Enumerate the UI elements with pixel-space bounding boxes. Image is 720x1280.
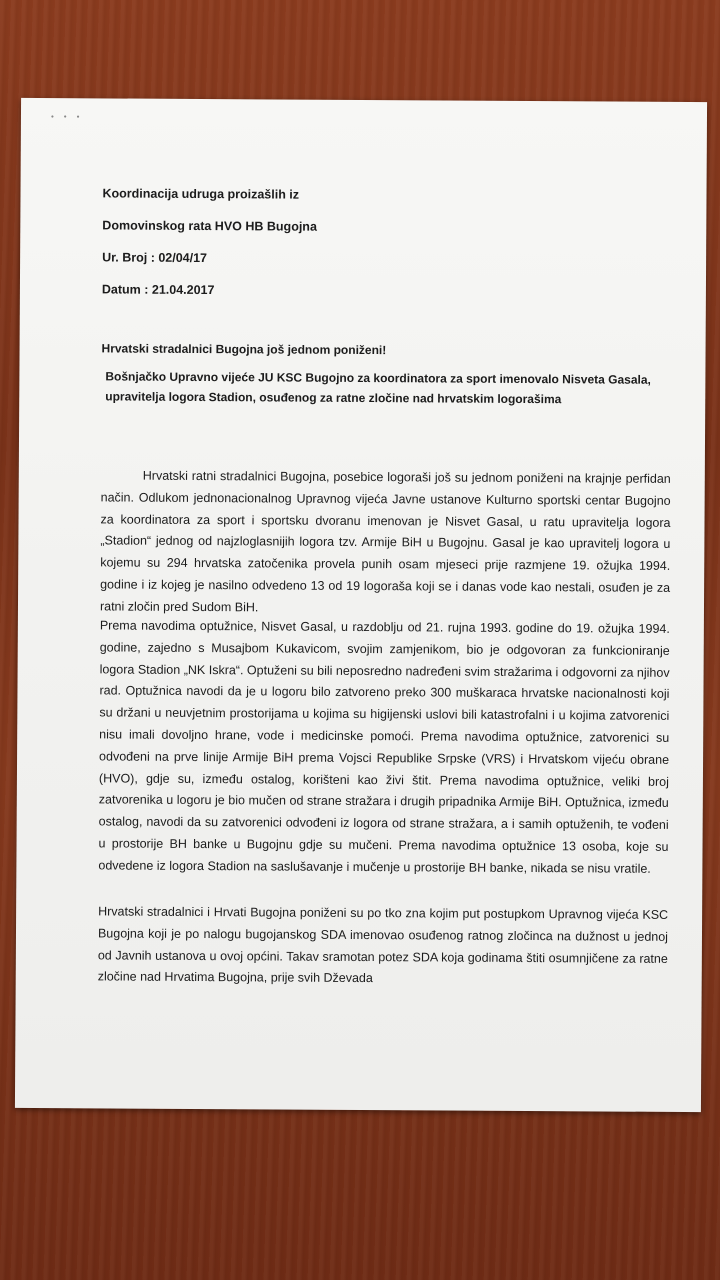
- subheadline: Bošnjačko Upravno vijeće JU KSC Bugojno za koordinatora za sport imenovalo Nisveta Gasala, upravitelja logora Stadion, osuđenog za ratne zločine nad hrvatskim logorašima: [105, 369, 651, 407]
- paragraph-3: Hrvatski stradalnici i Hrvati Bugojna poniženi su po tko zna kojim put postupkom Upravnog vijeća KSC Bugojna koji je po nalogu bugojanskog SDA imenovao osuđenog ratnog zločinca na dužnost u jednoj od Javnih ustanova u ovoj općini. Takav sramotan potez SDA koja godinama štiti osumnjičene za ratne zločine nad Hrvatima Bugojna, prije svih Dževada: [97, 904, 669, 986]
- punch-marks: •••: [50, 112, 90, 122]
- paragraph-2: Prema navodima optužnice, Nisvet Gasal, u razdoblju od 21. rujna 1993. godine do 19. ožujka 1994. godine, zajedno s Musajbom Kukavicom, svojim zamjenikom, bio je odgovoran za funkcioniranje logora Stadion „NK Iskra“. Optuženi su bili neposredno nadređeni svim stražarima i odgovorni za njihov rad. Optužnica navodi da je u logoru bilo zatvoreno preko 300 muškaraca hrvatske nacionalnosti koji su držani u neuvjetnim prostorijama u kojima su higijenski uslovi bili katastrofalni i u kojima zatvorenici nisu imali dovoljno hrane, vode i medicinske pomoći. Prema navodima optužnice, zatvorenici su odvođeni na prve linije Armije BiH prema Vojsci Republike Srpske (VRS) i Hrvatskom vijeću obrane (HVO), gdje su, između ostalog, korišteni kao živi štit. Prema navodima optužnice, veliki broj zatvorenika u logoru je bio mučen od strane stražara i drugih pripadnika Armije BiH. Optužnica, između ostalog, navodi da su zatvorenici odvođeni iz logora od strane stražara, a i samih optuženih, te vođeni u prostorije BH banke u Bugojnu gdje su mučeni. Prema navodima optužnice 13 osoba, koje su odvedene iz logora Stadion na saslušavanje i mučenje u prostorije BH banke, nikada se nisu vratile.: [98, 618, 670, 876]
- document-date: Datum : 21.04.2017: [101, 282, 215, 298]
- letterhead-line2: Domovinskog rata HVO HB Bugojna: [102, 218, 317, 234]
- paragraph-1: Hrvatski ratni stradalnici Bugojna, posebice logoraši još su jednom poniženi na krajnje perfidan način. Odlukom jednonacionalnog Upravnog vijeća Javne ustanove Kulturno sportski centar Bugojno za koordinatora za sport i sportsku dvoranu imenovan je Nisvet Gasal, u ratu upravitelja logora „Stadion“ jednog od najzloglasnijih logora tzv. Armije BiH u Bugojnu. Gasal je kao upravitelj logora u kojemu su 294 hrvatska zatočenika provela punih osam mjeseci prije razmjene 19. ožujka 1994. godine i iz kojeg je nasilno odvedeno 13 od 19 logoraša koji se i danas vode kao nestali, osuđen je za ratni zločin pred Sudom BiH.: [99, 468, 671, 615]
- letterhead-line1: Koordinacija udruga proizašlih iz: [102, 186, 300, 202]
- reference-number: Ur. Broj : 02/04/17: [102, 250, 208, 266]
- headline: Hrvatski stradalnici Bugojna još jednom poniženi!: [101, 341, 387, 358]
- document-page: [15, 98, 707, 1112]
